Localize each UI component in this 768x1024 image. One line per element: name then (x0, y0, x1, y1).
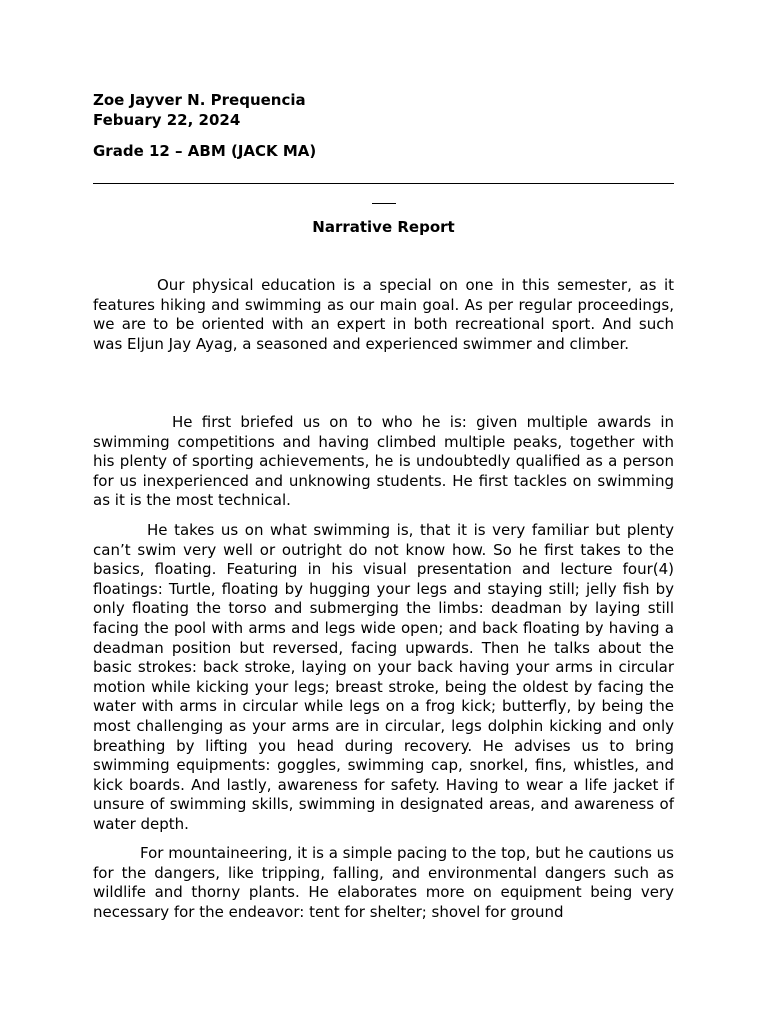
author-name: Zoe Jayver N. Prequencia (93, 91, 306, 109)
paragraph-intro: Our physical education is a special on one in this semester, as it features hiking and swimming as our main goal. As per regular proceedings, we are to be oriented with an expert in both recreational sport. And such was Eljun Jay Ayag, a seasoned and experienced swimmer and climber. (93, 276, 674, 353)
paragraph-mountaineering: For mountaineering, it is a simple pacing to the top, but he cautions us for the dangers, like tripping, falling, and environmental dangers such as wildlife and thorny plants. He elaborates more on equipment being very necessary for the endeavor: tent for shelter; shovel for ground (93, 844, 674, 921)
document-title: Narrative Report (312, 218, 455, 236)
paragraph-swimming: He takes us on what swimming is, that it is very familiar but plenty can’t swim very well or outright do not know how. So he first takes to the basics, floating. Featuring in his visual presentation and lecture four(4) floatings: Turtle, floating by hugging your legs and staying still; jelly fish by only floating the torso and submerging the limbs: deadman by laying still facing the pool with arms and legs wide open; and back floating by having a deadman position but reversed, facing upwards. Then he talks about the basic strokes: back stroke, laying on your back having your arms in circular motion while kicking your legs; breast stroke, being the oldest by facing the water with arms in circular while legs on a frog kick; butterfly, by being the most challenging as your arms are in circular, legs dolphin kicking and only breathing by lifting you head during recovery. He advises us to bring swimming equipments: goggles, swimming cap, snorkel, fins, whistles, and kick boards. And lastly, awareness for safety. Having to wear a life jacket if unsure of swimming skills, swimming in designated areas, and awareness of water depth. (93, 521, 674, 833)
report-date: Febuary 22, 2024 (93, 111, 241, 129)
grade-section: Grade 12 – ABM (JACK MA) (93, 142, 317, 160)
divider-tail (372, 203, 396, 204)
paragraph-briefing: He first briefed us on to who he is: given multiple awards in swimming competitions and having climbed multiple peaks, together with his plenty of sporting achievements, he is undoubtedly qualified as a person for us inexperienced and unknowing students. He first tackles on swimming as it is the most technical. (93, 413, 674, 510)
divider-line (93, 183, 674, 184)
horizontal-divider (93, 171, 674, 204)
document-page (93, 0, 674, 1024)
